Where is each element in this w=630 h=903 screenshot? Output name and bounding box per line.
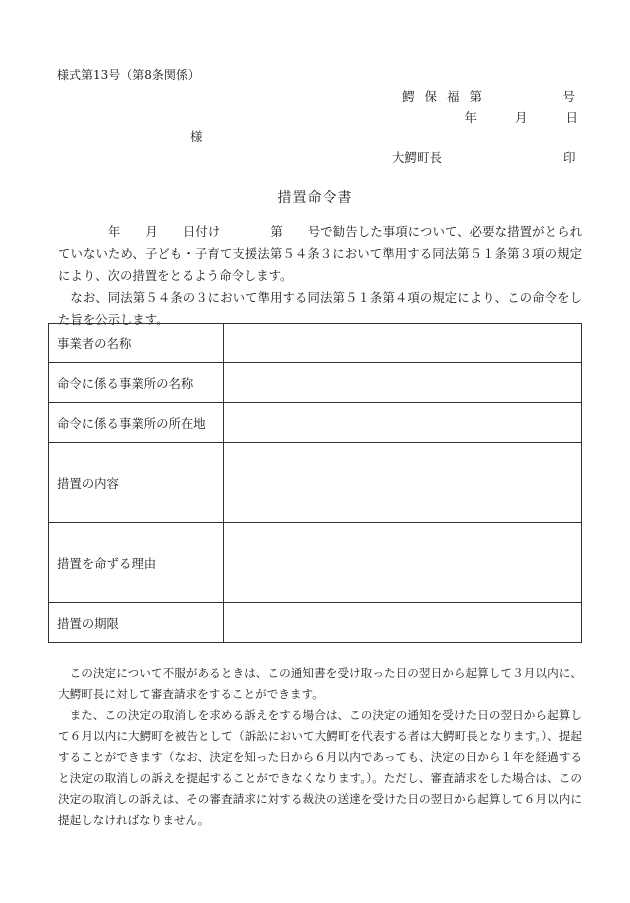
body-text (58, 221, 582, 331)
table-row (49, 603, 582, 643)
date-year-label: 年 (464, 110, 477, 125)
appeal-notice (58, 663, 582, 831)
issue-date (464, 108, 578, 126)
date-day-label: 日 (565, 110, 578, 125)
document-title: 措置命令書 (277, 190, 353, 206)
addressee-suffix: 様 (190, 129, 203, 144)
row-value-measure-content (224, 443, 582, 523)
order-details-table (48, 323, 582, 643)
body-paragraph-1: 年 月 日付け 第 号で勧告した事項について、必要な措置がとられていないため、子ども・子育て支援法第５４条３において準用する同法第５１条第３項の規定により、次の措置をとるよう命令します。 (58, 224, 582, 283)
row-label-order-reason: 措置を命ずる理由 (49, 523, 224, 603)
table-row (49, 443, 582, 523)
row-label-facility-address: 命令に係る事業所の所在地 (49, 403, 224, 443)
row-label-facility-name: 命令に係る事業所の名称 (49, 363, 224, 403)
row-label-measure-content: 措置の内容 (49, 443, 224, 523)
issuer-name: 大鰐町長 (392, 150, 443, 165)
table-row (49, 403, 582, 443)
table-row (49, 523, 582, 603)
row-value-facility-address (224, 403, 582, 443)
row-value-business-name (224, 324, 582, 363)
row-value-facility-name (224, 363, 582, 403)
appeal-paragraph-2: また、この決定の取消しを求める訴えをする場合は、この決定の通知を受けた日の翌日から起算して６月以内に大鰐町を被告として（訴訟において大鰐町を代表する者は大鰐町長となります。）、提起することができます（なお、決定を知った日から６月以内であっても、決定の日から１年を経過すると決定の取消しの訴えを提起することができなくなります。）。ただし、審査請求をした場合は、この決定の取消しの訴えは、その審査請求に対する裁決の送達を受けた日の翌日から起算して６月以内に提起しなければなりません。 (58, 708, 582, 827)
date-month-label: 月 (514, 110, 528, 125)
appeal-paragraph-1: この決定について不服があるときは、この通知書を受け取った日の翌日から起算して３月以内に、大鰐町長に対して審査請求をすることができます。 (58, 666, 582, 701)
row-value-deadline (224, 603, 582, 643)
table-row (49, 363, 582, 403)
row-label-business-name: 事業者の名称 (49, 324, 224, 363)
row-label-deadline: 措置の期限 (49, 603, 224, 643)
body-paragraph-2: なお、同法第５４条の３において準用する同法第５１条第４項の規定により、この命令をした旨を公示します。 (58, 290, 582, 327)
reference-number: 鰐 保 福 第 号 (402, 89, 578, 104)
row-value-order-reason (224, 523, 582, 603)
seal-mark: 印 (563, 150, 576, 165)
table-row (49, 324, 582, 363)
form-number: 様式第13号（第8条関係） (57, 68, 200, 82)
